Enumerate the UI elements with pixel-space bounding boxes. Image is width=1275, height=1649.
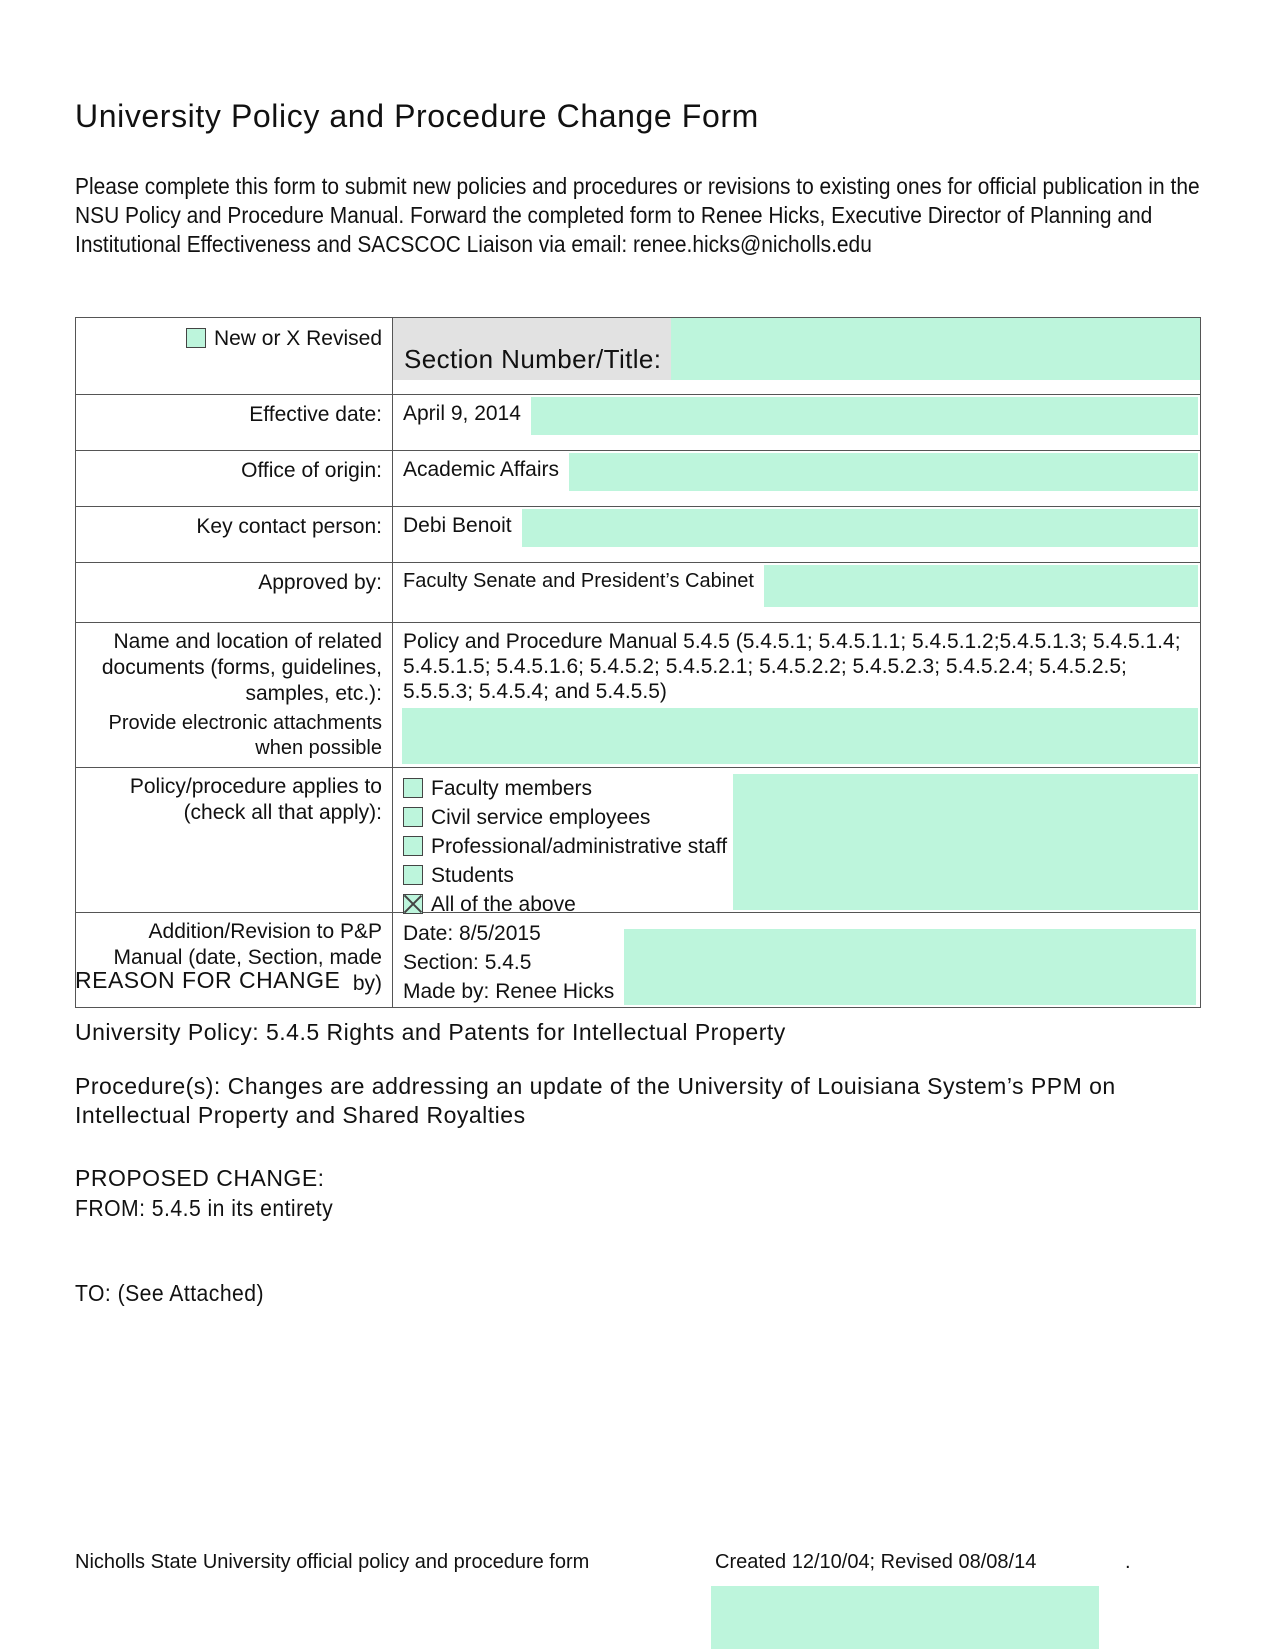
contact-field[interactable] <box>522 509 1198 547</box>
docs-label: Name and location of related documents (forms, guidelines, samples, etc.): <box>101 630 382 705</box>
proposed-heading: PROPOSED CHANGE: <box>75 1165 325 1191</box>
contact-cell <box>393 507 1201 563</box>
contact-value: Debi Benoit <box>393 507 522 549</box>
new-revised-label: New or X Revised <box>213 327 382 350</box>
office-field[interactable] <box>569 453 1198 491</box>
applies-list <box>393 768 733 916</box>
change-form-table <box>75 317 1201 1008</box>
option-label: Professional/administrative staff <box>431 835 728 858</box>
office-label: Office of origin: <box>76 451 393 507</box>
applies-field[interactable] <box>733 774 1198 910</box>
effective-date-field[interactable] <box>531 397 1198 435</box>
page-title: University Policy and Procedure Change Form <box>75 98 759 134</box>
revision-made-by: Made by: Renee Hicks <box>403 980 615 1003</box>
all-above-checkbox[interactable] <box>403 894 423 914</box>
staff-checkbox[interactable] <box>403 836 423 856</box>
applies-option[interactable] <box>403 861 727 890</box>
applies-cell <box>393 768 1201 916</box>
approved-value: Faculty Senate and President’s Cabinet <box>393 563 764 609</box>
option-label: Civil service employees <box>431 806 651 829</box>
approved-cell <box>393 563 1201 623</box>
approved-field[interactable] <box>764 565 1198 607</box>
contact-label: Key contact person: <box>76 507 393 563</box>
new-checkbox[interactable] <box>186 328 206 348</box>
revision-label: Addition/Revision to P&P Manual (date, Section, made by) <box>76 913 393 1008</box>
office-value: Academic Affairs <box>393 451 569 493</box>
effective-date-cell <box>393 395 1201 451</box>
docs-value: Policy and Procedure Manual 5.4.5 (5.4.5.1; 5.4.5.1.1; 5.4.5.1.2;5.4.5.1.3; 5.4.5.1.4; 5.4.5.1.5; 5.4.5.1.6; 5.4.5.2; 5.4.5.2.1; 5.4.5.2.2; 5.4.5.2.3; 5.4.5.2.4; 5.4.5.2.5; 5.5.5.3; 5.4.5.4; and 5.4.5.5) <box>403 630 1181 703</box>
procedures-text: Procedure(s): Changes are addressing an update of the University of Louisiana System’s PPM on Intellectual Property and Shared Royalties <box>75 1073 1116 1128</box>
applies-option[interactable] <box>403 832 727 861</box>
docs-label-cell <box>76 623 393 768</box>
revision-details <box>393 913 624 1007</box>
footer-field[interactable] <box>711 1586 1099 1649</box>
office-cell <box>393 451 1201 507</box>
students-checkbox[interactable] <box>403 865 423 885</box>
section-input[interactable] <box>671 318 1200 380</box>
applies-option[interactable] <box>403 803 727 832</box>
revision-date: Date: 8/5/2015 <box>403 922 541 945</box>
option-label: Faculty members <box>431 777 593 800</box>
intro-paragraph: Please complete this form to submit new policies and procedures or revisions to existing ones for official publication in the NSU Policy and Procedure Manual. Forward the completed form to Renee Hicks, Executive Director of Planning and Institutional Effectiveness and SACSCOC Liaison via email: renee.hicks@nicholls.edu <box>75 173 1200 257</box>
section-label: Section Number/Title: <box>393 318 671 380</box>
approved-label: Approved by: <box>76 563 393 623</box>
section-cell <box>393 318 1201 395</box>
docs-field[interactable] <box>402 708 1198 764</box>
faculty-checkbox[interactable] <box>403 778 423 798</box>
docs-attach-note: Provide electronic attachments when possible <box>108 712 382 759</box>
to-text: TO: (See Attached) <box>75 1280 265 1306</box>
footer-dot: . <box>1125 1551 1131 1573</box>
from-text: FROM: 5.4.5 in its entirety <box>75 1195 334 1221</box>
footer-revision-dates: Created 12/10/04; Revised 08/08/14 <box>715 1551 1037 1573</box>
footer-form-name: Nicholls State University official policy and procedure form <box>75 1551 590 1573</box>
revision-section: Section: 5.4.5 <box>403 951 532 974</box>
revision-cell <box>393 913 1201 1008</box>
effective-date-label: Effective date: <box>76 395 393 451</box>
reason-heading: REASON FOR CHANGE <box>75 967 341 993</box>
applies-option[interactable] <box>403 774 727 803</box>
docs-cell <box>393 623 1201 768</box>
effective-date-value: April 9, 2014 <box>393 395 531 437</box>
revision-field[interactable] <box>624 929 1196 1005</box>
option-label: Students <box>431 864 514 887</box>
applies-label: Policy/procedure applies to (check all that apply): <box>76 768 393 913</box>
university-policy: University Policy: 5.4.5 Rights and Patents for Intellectual Property <box>75 1019 786 1045</box>
civil-service-checkbox[interactable] <box>403 807 423 827</box>
option-label: All of the above <box>431 893 576 916</box>
new-revised-cell <box>76 318 393 395</box>
